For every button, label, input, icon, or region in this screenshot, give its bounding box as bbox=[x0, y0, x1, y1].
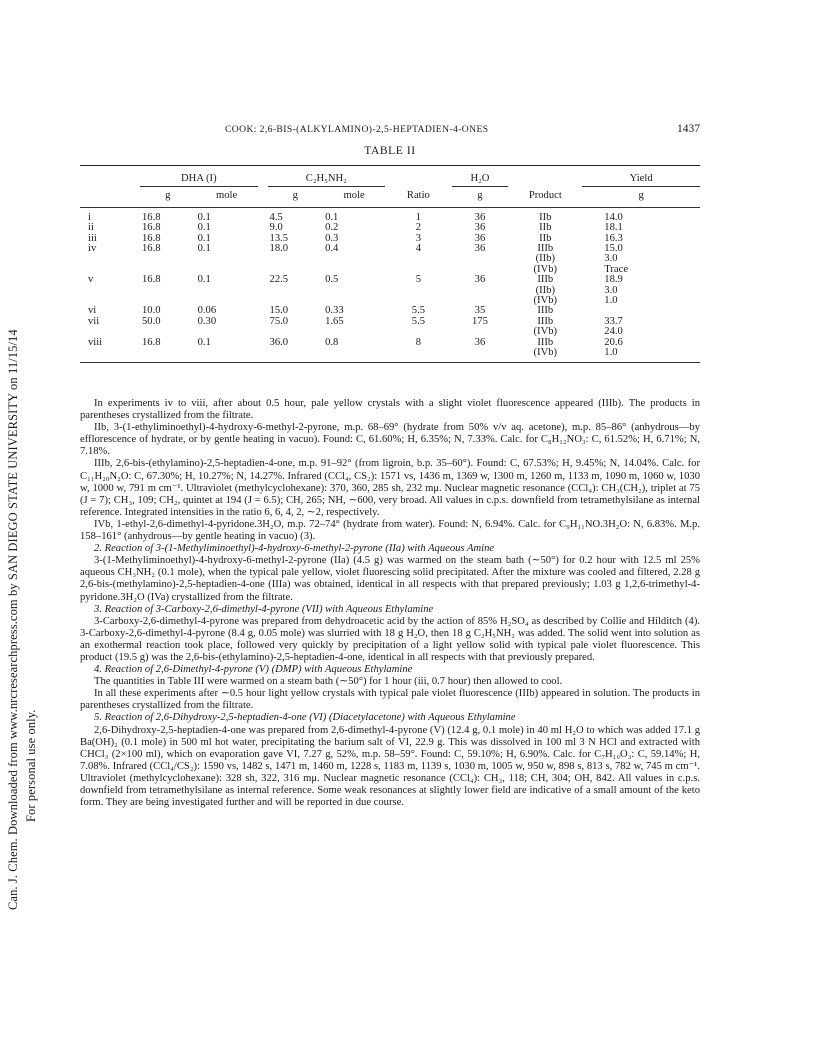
cell-product: IIb bbox=[539, 222, 552, 234]
cell-product: IIb bbox=[539, 232, 552, 244]
sub-header-dha-mole: mole bbox=[196, 187, 258, 207]
cell-amine-g: 36.0 bbox=[269, 336, 289, 348]
cell-product: IIIb bbox=[537, 274, 554, 286]
cell-ratio: 3 bbox=[415, 232, 422, 244]
download-notice bbox=[4, 210, 48, 910]
cell-experiment: viii bbox=[88, 336, 103, 348]
cell-dha-g bbox=[140, 286, 196, 296]
cell-amine-mole: 0.2 bbox=[325, 222, 339, 234]
cell-dha-mole: 0.1 bbox=[197, 232, 211, 244]
cell-water-g: 175 bbox=[472, 315, 488, 327]
cell-dha-g: 16.8 bbox=[142, 222, 161, 234]
sub-header-dha-g: g bbox=[140, 187, 196, 207]
cell-dha-g: 16.8 bbox=[142, 336, 161, 348]
paragraph: 3-Carboxy-2,6-dimethyl-4-pyrone was prepared from dehydroacetic acid by the action of 85% H₂SO₄ as described by Collie and Hilditch (4). 3-Carboxy-2,6-dimethyl-4-pyrone (8.4 g, 0.05 mole) was slurried with 18 g H₂O, then 18 g C₂H₅NH₂ was added. The solid went into solution as an exothermal reaction took place, followed very quickly by precipitation of a light yellow solid with typical pale violet fluorescence. This product (19.5 g) was the 2,6-bis-(ethylamino)-2,5-heptadien-4-one, identical in all respects with that previously prepared. bbox=[80, 615, 700, 663]
cell-ratio: 8 bbox=[415, 336, 422, 348]
cell-water-g bbox=[452, 348, 509, 358]
cell-dha-mole: 0.30 bbox=[197, 315, 217, 327]
cell-yield-g: 1.0 bbox=[604, 347, 618, 359]
cell-ratio bbox=[385, 348, 451, 358]
cell-yield-g: 3.0 bbox=[604, 284, 618, 296]
paragraph: IVb, 1-ethyl-2,6-dimethyl-4-pyridone.3H₂O, m.p. 72–74° (hydrate from water). Found: N, 6.94%. Calc. for C₉H₁₁NO.3H₂O: N, 6.83%. M.p. 158–161° (anhydrous—by gentle heating in vacuo) (3). bbox=[80, 518, 700, 543]
table-title: TABLE II bbox=[364, 145, 416, 157]
cell-dha-g: 16.8 bbox=[142, 211, 161, 223]
page-number: 1437 bbox=[677, 123, 700, 135]
cell-dha-g: 16.8 bbox=[142, 232, 161, 244]
cell-experiment: i bbox=[88, 211, 91, 223]
cell-amine-g bbox=[268, 348, 324, 358]
cell-dha-mole bbox=[196, 286, 258, 296]
cell-amine-mole: 0.5 bbox=[325, 274, 339, 286]
cell-yield-g bbox=[582, 306, 700, 316]
cell-amine-mole: 0.3 bbox=[325, 232, 339, 244]
table-row bbox=[80, 348, 700, 358]
cell-experiment: vi bbox=[88, 305, 97, 317]
cell-ratio bbox=[385, 286, 451, 296]
paragraph: In all these experiments after ∼0.5 hour light yellow crystals with typical pale violet fluorescence (IIIb) appeared in solution. The products in parentheses crystallized from the filtrate. bbox=[80, 688, 700, 712]
cell-experiment bbox=[80, 348, 140, 358]
cell-dha-g: 16.8 bbox=[142, 243, 161, 255]
sub-header-amine-g: g bbox=[268, 187, 324, 207]
cell-dha-mole bbox=[196, 254, 258, 264]
cell-product: IIIb bbox=[537, 305, 554, 317]
table-sub-header-row bbox=[80, 187, 700, 207]
header-water: H₂O bbox=[452, 168, 509, 187]
download-notice-line-1: Can. J. Chem. Downloaded from www.nrcresearchpress.com by SAN DIEGO STATE UNIVERSITY on 11/15/14 bbox=[6, 329, 20, 910]
cell-yield-g: 33.7 bbox=[604, 315, 623, 327]
cell-dha-mole bbox=[196, 348, 258, 358]
header-dha: DHA (I) bbox=[140, 168, 258, 187]
cell-dha-mole: 0.1 bbox=[197, 222, 211, 234]
cell-yield-g: 18.1 bbox=[604, 222, 623, 234]
cell-water-g bbox=[452, 254, 509, 264]
paragraph: 2,6-Dihydroxy-2,5-heptadien-4-one was prepared from 2,6-dimethyl-4-pyrone (V) (12.4 g, 0.1 mole) in 40 ml H₂O to which was added 17.1 g Ba(OH)₂ (0.1 mole) in 500 ml hot water, precipitating the barium salt of VI, 22.9 g. This was dissolved in 100 ml 3 N HCl and extracted with CHCl₃ (2×100 ml), which on evaporation gave VI, 7.27 g, 52%, m.p. 58–59°. Found: C, 59.10%; H, 6.90%. Calc. for C₇H₁₀O₃: C, 59.14%; H, 7.08%. Infrared (CCl₄/CS₂): 1590 vs, 1482 s, 1471 m, 1460 m, 1228 s, 1183 m, 1139 s, 1030 m, 1005 w, 950 w, 898 s, 813 s, 782 w, 745 m cm⁻¹. Ultraviolet (methylcyclohexane): 328 sh, 322, 316 mμ. Nuclear magnetic resonance (CCl₄): CH₃, 118; CH, 304; OH, 842. All values in c.p.s. downfield from tetramethylsilane as internal reference. Some weak resonances at slightly lower field are indicative of a small amount of the keto form. They are being investigated further and will be reported in due course. bbox=[80, 724, 700, 809]
cell-water-g bbox=[452, 286, 509, 296]
cell-amine-g: 9.0 bbox=[269, 222, 283, 234]
download-notice-line-2: For personal use only. bbox=[24, 709, 38, 822]
cell-amine-g: 22.5 bbox=[269, 274, 289, 286]
cell-yield-g: 20.6 bbox=[604, 336, 623, 348]
paragraph: The quantities in Table III were warmed on a steam bath (∼50°) for 1 hour (iii, 0.7 hour) then allowed to cool. bbox=[94, 676, 563, 688]
header-yield: Yield bbox=[582, 168, 700, 187]
cell-ratio: 5.5 bbox=[411, 305, 426, 317]
cell-water-g: 36 bbox=[474, 336, 486, 348]
cell-experiment bbox=[80, 254, 140, 264]
cell-experiment: v bbox=[88, 274, 94, 286]
running-head bbox=[80, 124, 700, 140]
cell-ratio: 5 bbox=[415, 274, 422, 286]
cell-amine-g: 75.0 bbox=[269, 315, 289, 327]
cell-ratio bbox=[385, 254, 451, 264]
sub-header-product: Product bbox=[508, 187, 582, 207]
cell-yield-g: 3.0 bbox=[604, 253, 618, 265]
cell-water-g: 36 bbox=[474, 243, 486, 255]
cell-amine-mole: 1.65 bbox=[325, 315, 344, 327]
sub-header-ratio: Ratio bbox=[385, 187, 451, 207]
cell-water-g: 36 bbox=[474, 222, 486, 234]
cell-yield-g: 18.9 bbox=[604, 274, 623, 286]
cell-dha-mole: 0.1 bbox=[197, 336, 211, 348]
cell-water-g: 36 bbox=[474, 211, 486, 223]
cell-product: (IVb) bbox=[533, 326, 558, 338]
cell-experiment: iii bbox=[88, 232, 97, 244]
cell-amine-mole bbox=[323, 348, 385, 358]
cell-product: (IIb) bbox=[535, 253, 555, 265]
cell-amine-g bbox=[268, 286, 324, 296]
cell-amine-g: 18.0 bbox=[269, 243, 289, 255]
cell-amine-mole bbox=[323, 254, 385, 264]
cell-experiment: vii bbox=[88, 315, 100, 327]
cell-amine-mole bbox=[323, 286, 385, 296]
cell-amine-g: 13.5 bbox=[269, 232, 289, 244]
table-row bbox=[80, 296, 700, 306]
section-heading: 2. Reaction of 3-(1-Methyliminoethyl)-4-hydroxy-6-methyl-2-pyrone (IIa) with Aqueous Amine bbox=[94, 543, 495, 555]
cell-amine-mole: 0.8 bbox=[325, 336, 339, 348]
cell-dha-g: 10.0 bbox=[142, 305, 161, 317]
cell-yield-g: 24.0 bbox=[604, 326, 623, 338]
cell-dha-g bbox=[140, 254, 196, 264]
cell-dha-mole: 0.06 bbox=[197, 305, 217, 317]
cell-dha-g: 50.0 bbox=[142, 315, 161, 327]
cell-amine-mole: 0.33 bbox=[325, 305, 344, 317]
cell-dha-mole: 0.1 bbox=[197, 211, 211, 223]
cell-ratio: 5.5 bbox=[411, 315, 426, 327]
cell-dha-g: 16.8 bbox=[142, 274, 161, 286]
paragraph: IIIb, 2,6-bis-(ethylamino)-2,5-heptadien-4-one, m.p. 91–92° (from ligroin, b.p. 35–60°). Found: C, 67.53%; H, 9.45%; N, 14.04%. Calc. for C₁₁H₂₀N₂O: C, 67.30%; H, 10.27%; N, 14.27%. Infrared (CCl₄, CS₂): 1571 vs, 1436 m, 1369 w, 1300 m, 1260 m, 1133 m, 1090 m, 1060 w, 1030 w, 1000 w, 791 m cm⁻¹. Ultraviolet (methylcyclohexane): 370, 360, 285 sh, 232 mμ. Nuclear magnetic resonance (CCl₄): CH₃(CH₂), triplet at 75 (J = 7); CH₃, 109; CH₂, quintet at 194 (J = 6.5); CH, 265; NH, ∼600, very broad. All values in c.p.s. downfield from tetramethylsilane as internal reference. Integrated intensities in the ratio 6, 6, 4, 2, ∼2, respectively. bbox=[80, 458, 700, 518]
cell-ratio: 1 bbox=[415, 211, 422, 223]
cell-ratio: 2 bbox=[415, 222, 422, 234]
data-table bbox=[80, 165, 700, 363]
cell-amine-mole: 0.4 bbox=[325, 243, 339, 255]
cell-yield-g: 1.0 bbox=[604, 295, 618, 307]
cell-amine-mole: 0.1 bbox=[325, 211, 339, 223]
running-head-title: COOK: 2,6-BIS-(ALKYLAMINO)-2,5-HEPTADIEN-4-ONES bbox=[225, 124, 489, 135]
cell-yield-g: 15.0 bbox=[604, 243, 623, 255]
cell-water-g: 35 bbox=[474, 305, 486, 317]
cell-product: IIIb bbox=[537, 315, 554, 327]
table-body bbox=[80, 213, 700, 359]
body-text bbox=[80, 398, 700, 809]
cell-dha-mole: 0.1 bbox=[197, 274, 211, 286]
cell-dha-mole: 0.1 bbox=[197, 243, 211, 255]
cell-yield-g: 16.3 bbox=[604, 232, 623, 244]
cell-water-g: 36 bbox=[474, 274, 486, 286]
paragraph: In experiments iv to viii, after about 0.5 hour, pale yellow crystals with a slight violet fluorescence appeared (IIIb). The products in parentheses crystallized from the filtrate. bbox=[80, 398, 700, 422]
cell-yield-g: 14.0 bbox=[604, 211, 623, 223]
sub-header-water-g: g bbox=[452, 187, 509, 207]
cell-product: IIb bbox=[539, 211, 552, 223]
header-amine: C₂H₅NH₂ bbox=[268, 168, 386, 187]
cell-product: IIIb bbox=[537, 243, 554, 255]
cell-product: (IVb) bbox=[533, 347, 558, 359]
cell-product: (IVb) bbox=[533, 295, 558, 307]
cell-amine-g: 4.5 bbox=[269, 211, 283, 223]
cell-product: IIIb bbox=[537, 336, 554, 348]
table-group-header-row bbox=[80, 168, 700, 187]
cell-water-g: 36 bbox=[474, 232, 486, 244]
cell-yield-g: Trace bbox=[604, 263, 629, 275]
cell-product: (IVb) bbox=[533, 263, 558, 275]
paragraph: IIb, 3-(1-ethyliminoethyl)-4-hydroxy-6-methyl-2-pyrone, m.p. 68–69° (hydrate from 50% v/v aq. acetone), m.p. 85–86° (anhydrous—by efflorescence of hydrate, or by gentle heating in vacuo). Found: C, 61.60%; H, 6.35%; N, 7.33%. Calc. for C₈H₁₂NO₃: C, 61.52%; H, 6.71%; N, 7.18%. bbox=[80, 422, 700, 458]
paragraph: 3-(1-Methyliminoethyl)-4-hydroxy-6-methyl-2-pyrone (IIa) (4.5 g) was warmed on the steam bath (∼50°) for 0.2 hour with 12.5 ml 25% aqueous CH₃NH₂ (0.1 mole), when the typical pale yellow, violet fluorescing solid precipitated. After the mixture was cooled and filtered, 2.28 g 2,6-bis-(methylamino)-2,5-heptadien-4-one (IIIa) was obtained, identical in all respects with that prepared previously; 1.03 g 1,2,6-trimethyl-4-pyridone.3H₂O (IVa) crystallized from the filtrate. bbox=[80, 555, 700, 603]
cell-product: (IIb) bbox=[535, 284, 555, 296]
sub-header-amine-mole: mole bbox=[323, 187, 385, 207]
cell-experiment: iv bbox=[88, 243, 97, 255]
cell-amine-g bbox=[268, 254, 324, 264]
section-heading: 5. Reaction of 2,6-Dihydroxy-2,5-heptadien-4-one (VI) (Diacetylacetone) with Aqueous Ethylamine bbox=[94, 712, 516, 724]
cell-experiment: ii bbox=[88, 222, 94, 234]
cell-experiment bbox=[80, 286, 140, 296]
cell-dha-g bbox=[140, 348, 196, 358]
cell-amine-g: 15.0 bbox=[269, 305, 289, 317]
section-heading: 3. Reaction of 3-Carboxy-2,6-dimethyl-4-pyrone (VII) with Aqueous Ethylamine bbox=[94, 603, 434, 615]
cell-ratio: 4 bbox=[415, 243, 422, 255]
sub-header-yield-g: g bbox=[582, 187, 700, 207]
section-heading: 4. Reaction of 2,6-Dimethyl-4-pyrone (V) (DMP) with Aqueous Ethylamine bbox=[94, 664, 413, 676]
